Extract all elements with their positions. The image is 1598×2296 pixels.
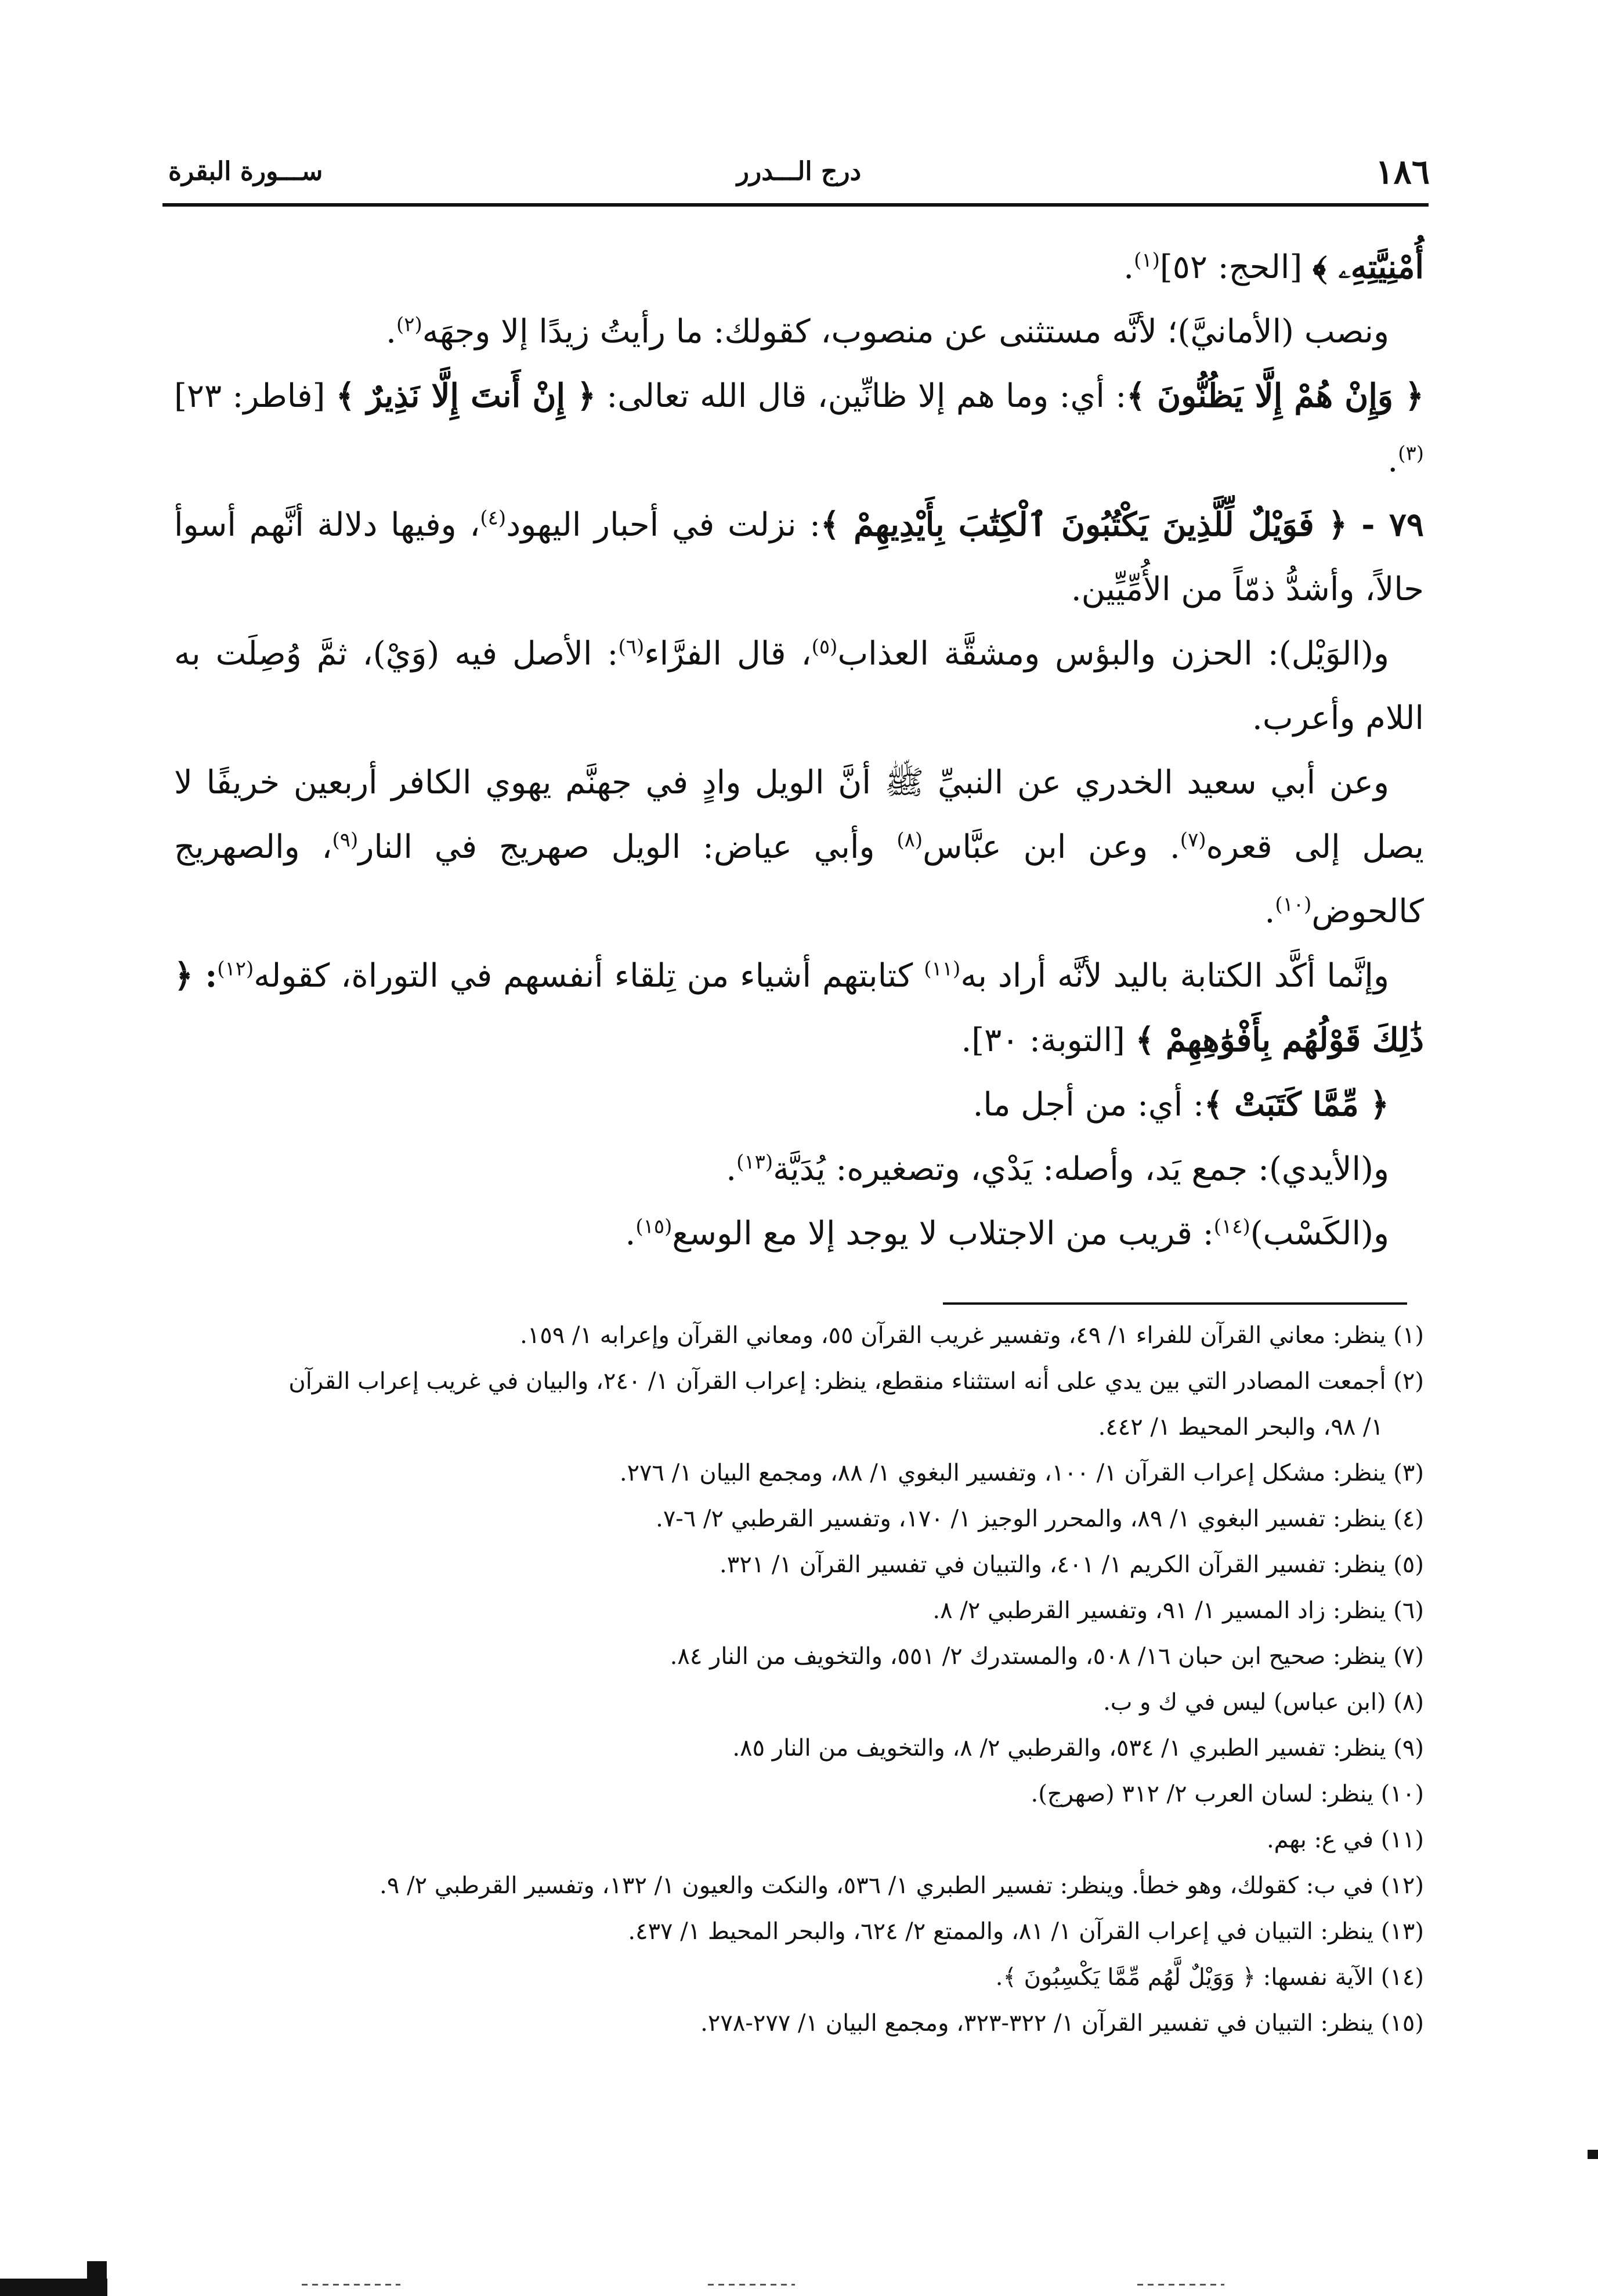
text-span: وإنَّما أكَّد الكتابة باليد لأنَّه أراد به	[960, 957, 1390, 995]
text-span: وأبي عياض: الويل صهريج في النار	[358, 828, 897, 866]
text-span: ، قال الفرَّاء	[644, 635, 812, 673]
text-span: و(الوَيْل): الحزن والبؤس ومشقَّة العذاب	[837, 635, 1390, 673]
surah-title: ســـورة البقرة	[168, 157, 323, 186]
verse-number: ٧٩ -	[1347, 506, 1424, 544]
text-span: و(الكَسْب)	[1250, 1215, 1389, 1252]
footnote: (٢) أجمعت المصادر التي بين يدي على أنه استثناء منقطع، ينظر: إعراب القرآن ١/ ٢٤٠، والبيان في غريب إعراب القرآن	[288, 1368, 1424, 1395]
footnote-ref: (٦)	[618, 635, 645, 659]
header-rule	[162, 203, 1429, 207]
footnote-ref: (٩)	[332, 828, 359, 852]
quran-verse: : ﴿ ذَٰلِكَ قَوْلُهُم بِأَفْوَٰهِهِمْ ﴾	[174, 956, 1424, 1059]
footnote: (٦) ينظر: زاد المسير ١/ ٩١، وتفسير القرطبي ٢/ ٨.	[932, 1597, 1424, 1624]
footnote-continuation: ١/ ٩٨، والبحر المحيط ١/ ٤٤٢.	[1098, 1414, 1383, 1441]
book-title: درج الـــدرر	[736, 157, 862, 186]
footnote-ref: (١٤)	[1213, 1215, 1250, 1239]
footnote: (١٥) ينظر: التبيان في تفسير القرآن ١/ ٣٢٢-٣٢٣، ومجمع البيان ١/ ٢٧٧-٢٧٨.	[700, 2010, 1424, 2037]
text-span: [فاطر: ٢٣]	[174, 377, 326, 415]
text-span: . وعن ابن عبَّاس	[923, 828, 1180, 866]
footnote: (١٣) ينظر: التبيان في إعراب القرآن ١/ ٨١، والممتع ٢/ ٦٢٤، والبحر المحيط ١/ ٤٣٧.	[628, 1918, 1424, 1945]
text-span: : قريب من الاجتلاب لا يوجد إلا مع الوسع	[672, 1215, 1214, 1252]
paragraph	[174, 622, 1424, 750]
paragraph	[174, 493, 1424, 622]
main-text	[174, 235, 1424, 1266]
footnote-ref: (١٢)	[217, 957, 254, 981]
paragraph	[174, 1073, 1424, 1137]
paragraph: وعن أبي سعيد الخدري عن النبيِّ ﷺ أنَّ الويل وادٍ في جهنَّم يهوي الكافر أربعين خريفًا لا يصل إلى قعره$^{(٧)}$. وعن ابن عبَّاس$^{(٨)}$ وأبي عياض: الويل صهريج في النار$^{(٩)}$، والصهريج كالحوض$^{(١٠)}$.	[174, 764, 1424, 930]
footnote-ref: (١٣)	[736, 1150, 773, 1174]
text-span: وعن أبي سعيد الخدري عن النبيِّ ﷺ أنَّ الويل وادٍ في جهنَّم يهوي الكافر أربعين خريفًا لا يصل إلى قعره	[174, 764, 1424, 866]
footnote: (١١) في ع: بهم.	[1266, 1826, 1424, 1853]
footnote-ref: (١)	[1134, 248, 1160, 272]
text-span: كتابتهم أشياء من تِلقاء أنفسهم في التوراة، كقوله	[254, 957, 924, 995]
footnote-ref: (١٥)	[635, 1215, 673, 1239]
quran-verse: ﴿ وَإِنْ هُمْ إِلَّا يَظُنُّونَ ﴾	[1126, 377, 1424, 415]
text-span: ، وفيها دلالة أنَّهم أسوأ حالاً، وأشدُّ ذمّاً من الأُمِّيِّين.	[174, 506, 1424, 608]
paragraph: و(الكَسْب)$^{(١٤)}$: قريب من الاجتلاب لا يوجد إلا مع الوسع$^{(١٥)}$.	[625, 1215, 1389, 1252]
footnote-ref: (٥)	[811, 635, 838, 659]
footnote: (٨) (ابن عباس) ليس في ك و ب.	[1103, 1689, 1424, 1716]
quran-verse: ﴿ مِّمَّا كَتَبَتْ ﴾	[1204, 1085, 1389, 1124]
scan-dots	[708, 2284, 795, 2286]
footnote-ref: (٨)	[896, 828, 923, 852]
scan-dots	[1137, 2284, 1224, 2286]
text-span: : الأصل فيه (وَيْ)، ثمَّ وُصِلَت به اللام وأعرب.	[174, 635, 1424, 737]
footnotes	[168, 1313, 1424, 2046]
text-span: : أي: من أجل ما.	[972, 1086, 1204, 1124]
footnote: (٣) ينظر: مشكل إعراب القرآن ١/ ١٠٠، وتفسير البغوي ١/ ٨٨، ومجمع البيان ١/ ٢٧٦.	[619, 1460, 1424, 1486]
scan-edge-mark	[87, 2261, 107, 2296]
text-span: : نزلت في أحبار اليهود	[506, 506, 820, 544]
text-span: ونصب (الأمانيَّ)؛ لأنَّه مستثنى عن منصوب، كقولك: ما رأيتُ زيدًا إلا وجهَه	[422, 313, 1389, 351]
quran-verse: ﴿ إِنْ أَنتَ إِلَّا نَذِيرٌ ﴾	[335, 377, 596, 415]
paragraph: ﴿ وَإِنْ هُمْ إِلَّا يَظُنُّونَ ﴾: أي: وما هم إلا ظانِّين، قال الله تعالى: ﴿ إِنْ أَنتَ إِلَّا نَذِيرٌ ﴾ [فاطر: ٢٣]$^{(٣)}$.	[174, 377, 1424, 479]
footnote-ref: (١١)	[924, 957, 961, 981]
scan-edge-mark	[1588, 2150, 1598, 2159]
footnote-separator	[943, 1302, 1407, 1305]
text-span: و(الأيدي): جمع يَد، وأصله: يَدْي، وتصغيره: يُدَيَّة	[773, 1150, 1389, 1188]
footnote: (١) ينظر: معاني القرآن للفراء ١/ ٤٩، وتفسير غريب القرآن ٥٥، ومعاني القرآن وإعرابه ١/ ١٥٩.	[520, 1322, 1424, 1349]
footnote-ref: (٧)	[1180, 828, 1206, 852]
page-number: ١٨٦	[1375, 152, 1430, 192]
running-header	[168, 152, 1430, 195]
footnote: (٩) ينظر: تفسير الطبري ١/ ٥٣٤، والقرطبي ٢/ ٨، والتخويف من النار ٨٥.	[732, 1735, 1424, 1761]
text-span: : أي: وما هم إلا ظانِّين، قال الله تعالى:	[595, 377, 1127, 415]
footnote-ref: (٣)	[1398, 442, 1424, 465]
quran-verse: أُمْنِيَّتِهِۦ ﴾	[1313, 248, 1424, 286]
text-span: ، والصهريج كالحوض	[174, 828, 1424, 930]
scan-dots	[302, 2284, 400, 2286]
footnote: (١٠) ينظر: لسان العرب ٢/ ٣١٢ (صهرج).	[1031, 1781, 1424, 1807]
text-span: [التوبة: ٣٠].	[961, 1021, 1136, 1059]
footnote-ref: (٤)	[480, 506, 507, 530]
paragraph	[174, 944, 1424, 1073]
footnote: (٤) ينظر: تفسير البغوي ١/ ٨٩، والمحرر الوجيز ١/ ١٧٠، وتفسير القرطبي ٢/ ٦-٧.	[656, 1506, 1424, 1532]
footnote: (١٢) في ب: كقولك، وهو خطأ. وينظر: تفسير الطبري ١/ ٥٣٦، والنكت والعيون ١/ ١٣٢، وتفسير القرطبي ٢/ ٩.	[379, 1872, 1424, 1899]
footnote-ref: (٢)	[396, 313, 422, 337]
footnote: (٧) ينظر: صحيح ابن حبان ١٦/ ٥٠٨، والمستدرك ٢/ ٥٥١، والتخويف من النار ٨٤.	[670, 1643, 1424, 1670]
footnote: (٥) ينظر: تفسير القرآن الكريم ١/ ٤٠١، والتبيان في تفسير القرآن ١/ ٣٢١.	[720, 1551, 1424, 1578]
footnote: (١٤) الآية نفسها: ﴿ وَوَيْلٌ لَّهُم مِّمَّا يَكْسِبُونَ ﴾.	[995, 1964, 1424, 1991]
text-span: [الحج: ٥٢]	[1159, 248, 1313, 286]
quran-verse: ﴿ فَوَيْلٌ لِّلَّذِينَ يَكْتُبُونَ ٱلْكِتَٰبَ بِأَيْدِيهِمْ ﴾	[820, 506, 1347, 544]
paragraph: أُمْنِيَّتِهِۦ ﴾ [الحج: ٥٢]$^{(١)}$.	[1123, 248, 1424, 286]
footnote-ref: (١٠)	[1275, 893, 1312, 916]
paragraph: و(الأيدي): جمع يَد، وأصله: يَدْي، وتصغيره: يُدَيَّة$^{(١٣)}$.	[726, 1150, 1389, 1188]
paragraph: ونصب (الأمانيَّ)؛ لأنَّه مستثنى عن منصوب، كقولك: ما رأيتُ زيدًا إلا وجهَه$^{(٢)}$.	[386, 313, 1389, 351]
